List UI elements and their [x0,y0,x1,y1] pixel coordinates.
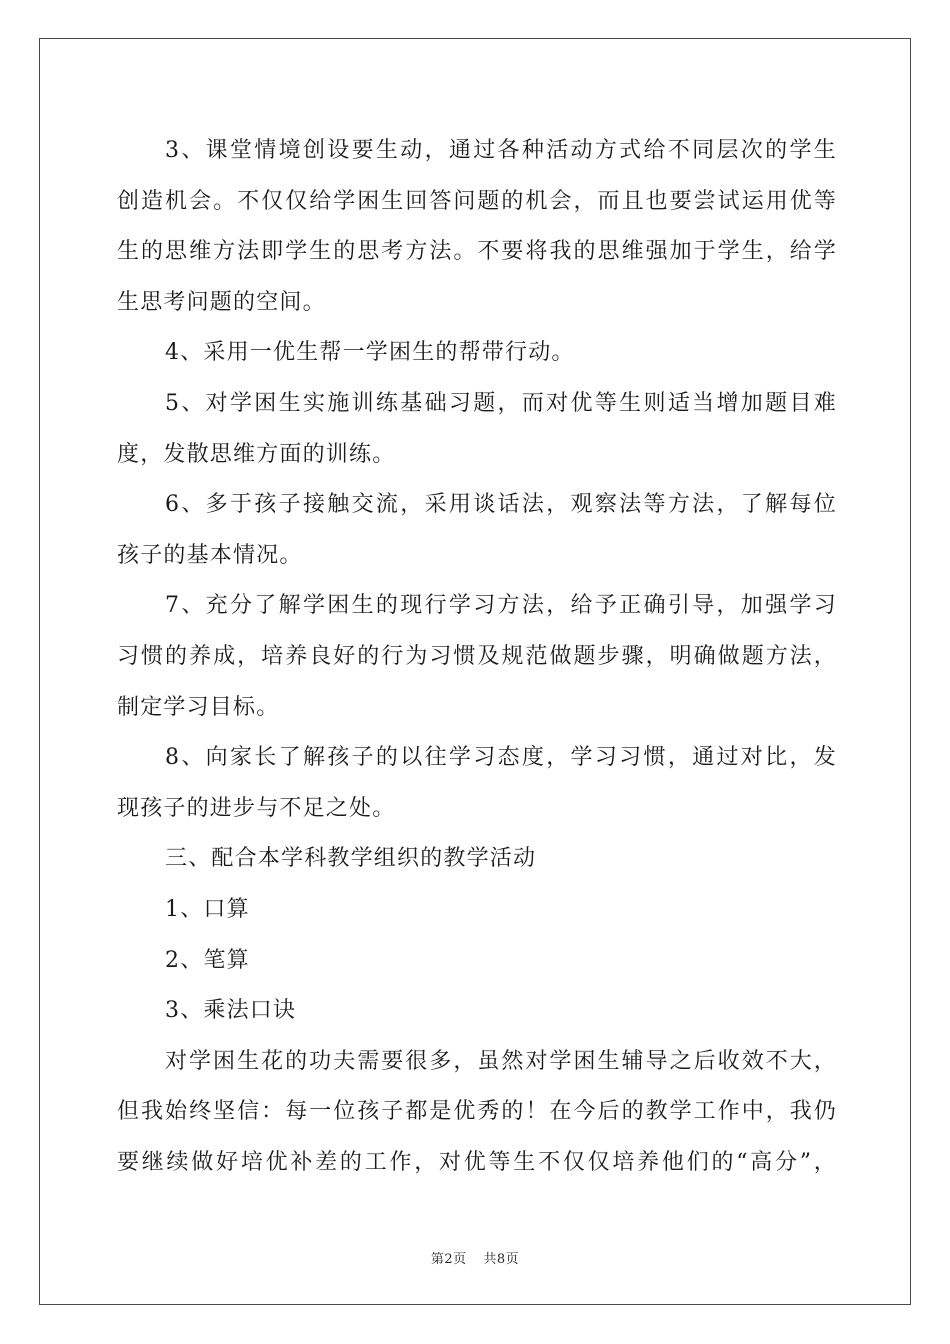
text-line: 8、向家长了解孩子的以往学习态度，学习习惯，通过对比，发 [165,745,837,771]
text-line: 生的思维方法即学生的思考方法。不要将我的思维强加于学生，给学 [117,239,837,265]
text-line: 7、充分了解学困生的现行学习方法，给予正确引导，加强学习 [165,593,837,619]
text-line: 生思考问题的空间。 [117,289,326,315]
paragraph [117,885,837,936]
paragraph [117,1037,837,1189]
page-footer [0,1248,950,1267]
text-line: 6、多于孩子接触交流，采用谈话法，观察法等方法，了解每位 [165,492,837,518]
text-line: 孩子的基本情况。 [117,542,303,568]
text-line: 习惯的养成，培养良好的行为习惯及规范做题步骤，明确做题方法， [117,643,837,669]
text-line: 度，发散思维方面的训练。 [117,441,396,467]
text-line: 创造机会。不仅仅给学困生回答问题的机会，而且也要尝试运用优等 [117,188,837,214]
text-line: 3、课堂情境创设要生动，通过各种活动方式给不同层次的学生 [165,138,837,163]
text-line: 但我始终坚信：每一位孩子都是优秀的！在今后的教学工作中，我仍 [117,1099,837,1125]
paragraph [117,126,837,328]
text-line: 2、笔算 [165,947,250,973]
text-line: 5、对学困生实施训练基础习题，而对优等生则适当增加题目难 [165,390,837,416]
paragraph [117,936,837,987]
paragraph [117,986,837,1037]
page-number: 第2页 [430,1252,467,1267]
page-total: 共8页 [483,1252,520,1267]
text-line: 1、口算 [165,896,250,922]
text-line: 要继续做好培优补差的工作，对优等生不仅仅培养他们的“高分”， [117,1149,837,1175]
text-line: 4、采用一优生帮一学困生的帮带行动。 [165,340,575,366]
document-body [117,126,837,1188]
text-line: 三、配合本学科教学组织的教学活动 [165,846,537,872]
paragraph [117,733,837,834]
paragraph [117,480,837,581]
text-line: 现孩子的进步与不足之处。 [117,795,396,821]
paragraph [117,328,837,379]
text-line: 制定学习目标。 [117,694,280,720]
paragraph [117,834,837,885]
text-line: 对学困生花的功夫需要很多，虽然对学困生辅导之后收效不大， [165,1048,837,1074]
paragraph [117,379,837,480]
text-line: 3、乘法口诀 [165,998,297,1024]
paragraph [117,581,837,733]
